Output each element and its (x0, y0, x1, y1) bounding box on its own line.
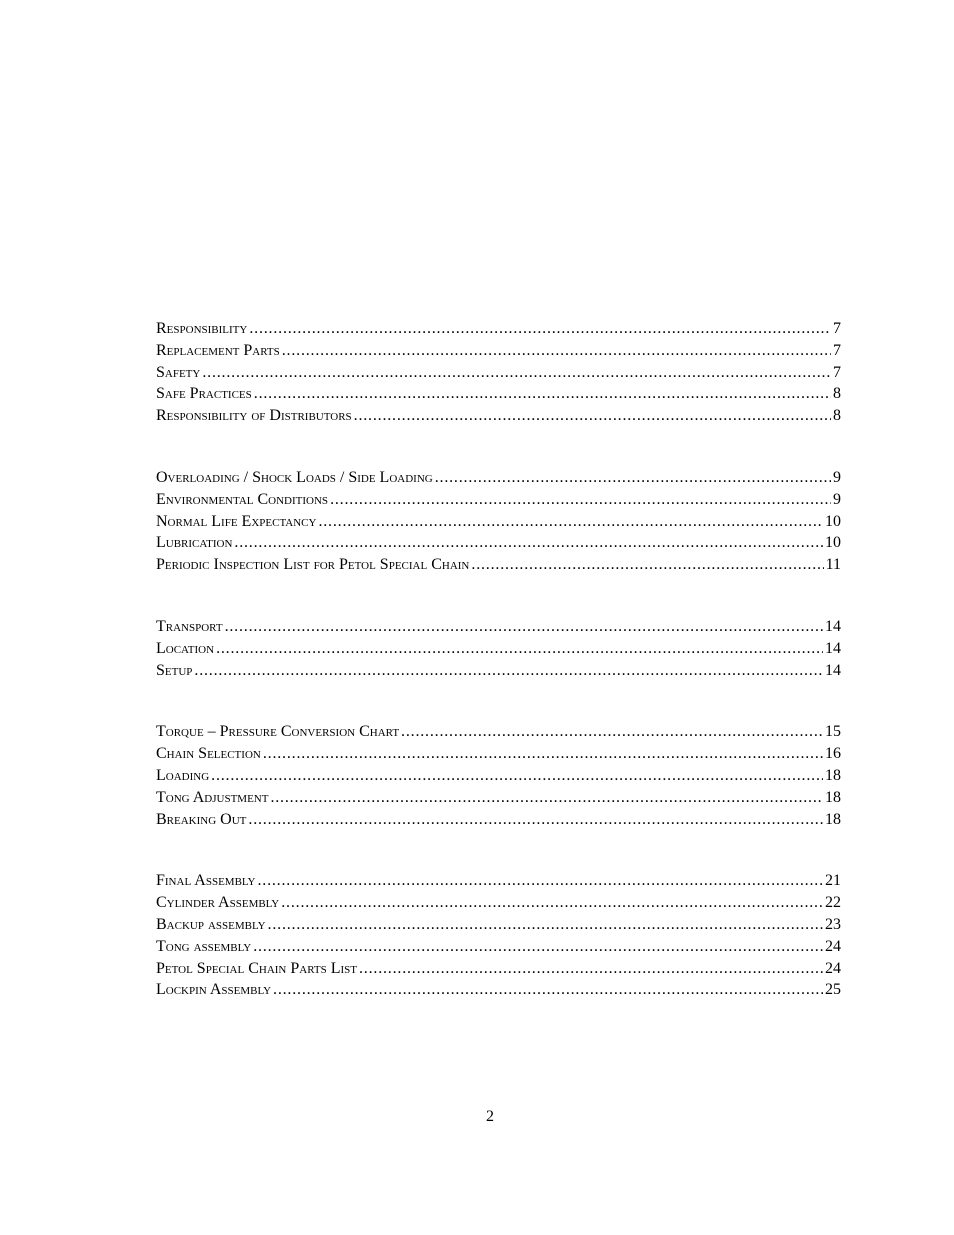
toc-entry[interactable] (156, 765, 841, 787)
toc-entry-page: 21 (825, 872, 841, 890)
toc-entry-page: 9 (833, 468, 841, 486)
toc-dot-leader (254, 383, 831, 405)
toc-dot-leader (281, 892, 823, 914)
toc-entry[interactable] (156, 511, 841, 533)
toc-entry[interactable] (156, 936, 841, 958)
toc-entry-title: Responsibility of Distributors (156, 407, 352, 425)
toc-entry[interactable] (156, 638, 841, 660)
toc-dot-leader (401, 721, 823, 743)
toc-dot-leader (248, 809, 823, 831)
toc-entry-title: Normal Life Expectancy (156, 512, 317, 530)
toc-entry[interactable] (156, 809, 841, 831)
toc-entry-title: Torque – Pressure Conversion Chart (156, 723, 400, 741)
toc-entry-title: Loading (156, 766, 210, 784)
table-of-contents (156, 318, 841, 1001)
toc-entry-title: Breaking Out (156, 810, 247, 828)
toc-entry-title: Safe Practices (156, 385, 252, 403)
toc-entry-page: 9 (833, 490, 841, 508)
toc-dot-leader (194, 660, 823, 682)
toc-entry-title: Petol Special Chain Parts List (156, 959, 357, 977)
toc-dot-leader (249, 318, 831, 340)
toc-entry[interactable] (156, 318, 841, 340)
toc-group (156, 870, 841, 1001)
toc-entry-page: 18 (825, 810, 841, 828)
toc-entry-title: Final Assembly (156, 872, 256, 890)
toc-dot-leader (270, 787, 823, 809)
toc-dot-leader (216, 638, 823, 660)
toc-entry-page: 22 (825, 894, 841, 912)
toc-entry-title: Tong Adjustment (156, 788, 269, 806)
toc-entry-page: 14 (825, 639, 841, 657)
toc-dot-leader (318, 511, 823, 533)
toc-entry-page: 16 (825, 745, 841, 763)
toc-entry-page: 14 (825, 661, 841, 679)
toc-entry-title: Setup (156, 661, 193, 679)
toc-entry[interactable] (156, 532, 841, 554)
toc-dot-leader (253, 936, 823, 958)
toc-entry[interactable] (156, 892, 841, 914)
toc-entry[interactable] (156, 383, 841, 405)
toc-dot-leader (435, 467, 831, 489)
toc-entry[interactable] (156, 870, 841, 892)
toc-entry-page: 24 (825, 959, 841, 977)
toc-entry-title: Lockpin Assembly (156, 981, 272, 999)
toc-entry[interactable] (156, 660, 841, 682)
toc-dot-leader (257, 870, 823, 892)
toc-entry-page: 8 (833, 407, 841, 425)
toc-dot-leader (282, 340, 831, 362)
toc-entry[interactable] (156, 340, 841, 362)
toc-entry-title: Cylinder Assembly (156, 894, 280, 912)
toc-dot-leader (225, 616, 823, 638)
toc-dot-leader (234, 532, 823, 554)
page-number: 2 (486, 1108, 494, 1125)
toc-entry-title: Environmental Conditions (156, 490, 329, 508)
toc-entry-page: 11 (825, 556, 841, 574)
toc-entry[interactable] (156, 554, 841, 576)
toc-group (156, 616, 841, 681)
toc-dot-leader (263, 743, 823, 765)
toc-entry[interactable] (156, 616, 841, 638)
toc-group (156, 318, 841, 427)
toc-entry[interactable] (156, 743, 841, 765)
toc-entry-title: Safety (156, 363, 201, 381)
toc-entry-page: 8 (833, 385, 841, 403)
toc-group (156, 467, 841, 576)
toc-dot-leader (202, 362, 831, 384)
toc-entry-page: 10 (825, 512, 841, 530)
toc-entry-page: 14 (825, 617, 841, 635)
toc-entry[interactable] (156, 787, 841, 809)
toc-entry-title: Chain Selection (156, 745, 261, 763)
toc-entry-page: 7 (833, 320, 841, 337)
toc-entry-title: Responsibility (156, 320, 248, 337)
toc-entry-title: Lubrication (156, 534, 233, 552)
toc-entry[interactable] (156, 362, 841, 384)
toc-entry-page: 25 (825, 981, 841, 999)
toc-entry-title: Periodic Inspection List for Petol Special Chain (156, 556, 470, 574)
toc-entry[interactable] (156, 721, 841, 743)
toc-entry-page: 15 (825, 723, 841, 741)
toc-entry-page: 7 (833, 363, 841, 381)
toc-dot-leader (471, 554, 823, 576)
toc-dot-leader (354, 405, 831, 427)
toc-entry-title: Tong assembly (156, 937, 252, 955)
toc-entry-page: 10 (825, 534, 841, 552)
toc-dot-leader (359, 958, 823, 980)
toc-entry-title: Transport (156, 617, 223, 635)
toc-entry-page: 24 (825, 937, 841, 955)
toc-dot-leader (268, 914, 823, 936)
toc-dot-leader (273, 979, 823, 1001)
toc-entry[interactable] (156, 914, 841, 936)
toc-entry[interactable] (156, 467, 841, 489)
toc-entry-title: Replacement Parts (156, 341, 280, 359)
toc-entry[interactable] (156, 405, 841, 427)
toc-entry-title: Overloading / Shock Loads / Side Loading (156, 468, 433, 486)
toc-entry[interactable] (156, 489, 841, 511)
toc-group (156, 721, 841, 830)
toc-entry-page: 18 (825, 766, 841, 784)
toc-entry[interactable] (156, 958, 841, 980)
toc-entry-page: 23 (825, 915, 841, 933)
toc-dot-leader (330, 489, 831, 511)
toc-entry-page: 18 (825, 788, 841, 806)
toc-entry-title: Location (156, 639, 215, 657)
toc-entry-page: 7 (833, 341, 841, 359)
toc-dot-leader (211, 765, 823, 787)
toc-entry-title: Backup assembly (156, 915, 266, 933)
toc-entry[interactable] (156, 979, 841, 1001)
